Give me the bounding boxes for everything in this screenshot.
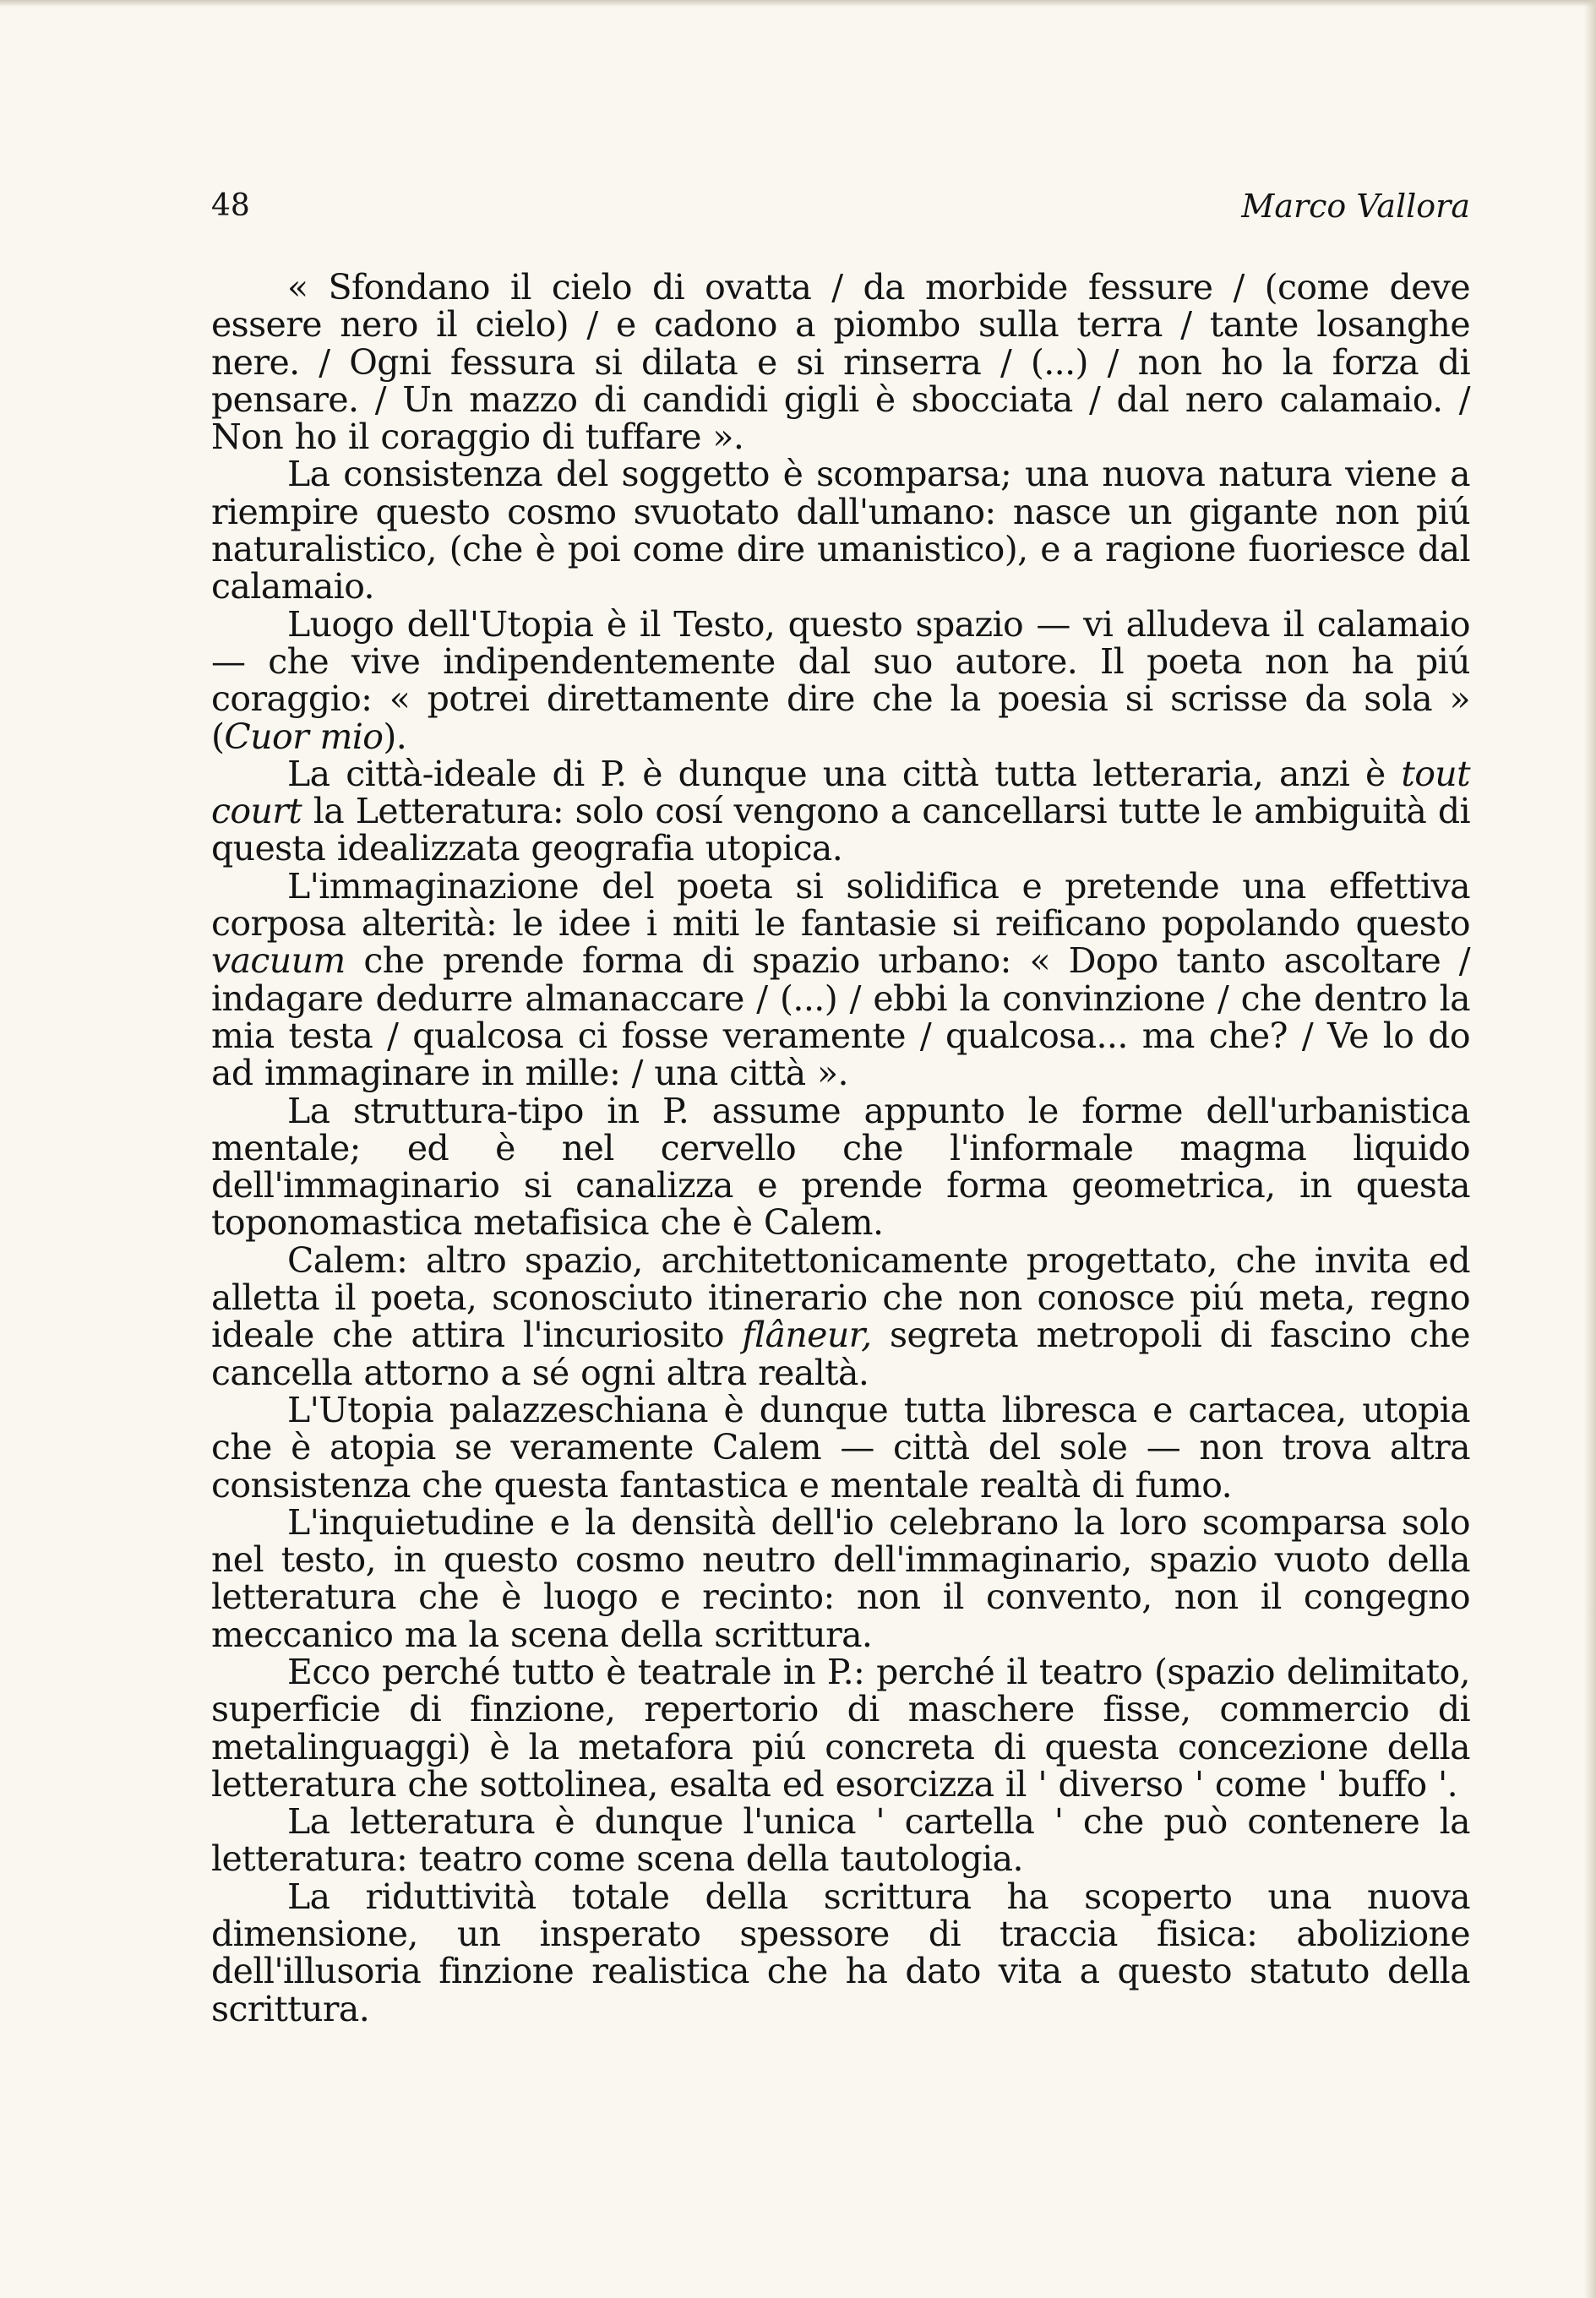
- paragraph: [211, 755, 1470, 868]
- paragraph-text: La letteratura è dunque l'unica ' cartella ' che può contenere la letteratura: teatro come scena della tautologia.: [211, 1801, 1470, 1880]
- paragraph-text: L'Utopia palazzeschiana è dunque tutta libresca e cartacea, utopia che è atopia se veramente Calem — città del sole — non trova altra consistenza che questa fantastica e mentale realtà di fumo.: [211, 1389, 1470, 1506]
- paragraph-text: La consistenza del soggetto è scomparsa; una nuova natura viene a riempire questo cosmo svuotato dall'umano: nasce un gigante non piú naturalistico, (che è poi come dire umanistico), e a ragione fuoriesce dal calamaio.: [211, 454, 1470, 607]
- paragraph-text: Calem: altro spazio, architettonicamente progettato, che invita ed alletta il poeta, sconosciuto itinerario che non conosce piú meta, regno ideale che attira l'incuriosito: [211, 1239, 1470, 1356]
- page-header: [211, 181, 1470, 231]
- paragraph: [211, 1239, 1470, 1393]
- paragraph-text: La struttura-tipo in P. assume appunto le forme dell'urbanistica mentale; ed è nel cervello che l'informale magma liquido dell'immaginario si canalizza e prende forma geometrica, in questa toponomastica metafisica che è Calem.: [211, 1090, 1470, 1244]
- paragraph: [211, 1803, 1470, 1878]
- paragraph: [211, 1653, 1470, 1803]
- italic-phrase: vacuum: [211, 940, 346, 982]
- italic-phrase: flâneur,: [742, 1315, 872, 1356]
- running-head-author: Marco Vallora: [1241, 188, 1470, 225]
- paragraph-text: La città-ideale di P. è dunque una città tutta letteraria, anzi è: [287, 753, 1402, 794]
- paragraph: [211, 603, 1470, 757]
- paragraph: [211, 865, 1470, 1094]
- page-right-edge: [1584, 0, 1596, 2298]
- italic-phrase: tout court: [211, 753, 1470, 832]
- paragraph: [211, 1391, 1470, 1504]
- paragraph: [211, 1501, 1470, 1655]
- italic-title: Cuor mio: [224, 716, 384, 757]
- paragraph: [211, 1092, 1470, 1242]
- paragraph: [211, 455, 1470, 605]
- page-top-edge: [0, 0, 1596, 7]
- paragraph-text: ).: [383, 716, 407, 757]
- paragraph-text: L'immaginazione del poeta si solidifica e pretende una effettiva corposa alterità: le idee i miti le fantasie si reificano popolando questo: [211, 865, 1470, 945]
- paragraph-text: La riduttività totale della scrittura ha scoperto una nuova dimensione, un insperato spessore di traccia fisica: abolizione dell'illusoria finzione realistica che ha dato vita a questo statuto della scrittura.: [211, 1876, 1470, 2029]
- paragraph-text: Luogo dell'Utopia è il Testo, questo spazio — vi alludeva il calamaio — che vive indipendentemente dal suo autore. Il poeta non ha piú coraggio: « potrei direttamente dire che la poesia si scrisse da sola » (: [211, 603, 1470, 757]
- paragraph-text: segreta metropoli di fascino che cancella attorno a sé ogni altra realtà.: [211, 1315, 1470, 1393]
- paragraph-text: L'inquietudine e la densità dell'io celebrano la loro scomparsa solo nel testo, in questo cosmo neutro dell'immaginario, spazio vuoto della letteratura che è luogo e recinto: non il convento, non il congegno meccanico ma la scena della scrittura.: [211, 1501, 1470, 1655]
- paragraph-text: la Letteratura: solo cosí vengono a cancellarsi tutte le ambiguità di questa idealizzata geografia utopica.: [211, 791, 1470, 869]
- paragraph-quote: [211, 267, 1470, 458]
- paragraph-text: che prende forma di spazio urbano: « Dopo tanto ascoltare / indagare dedurre almanaccare / (...) / ebbi la convinzione / che dentro la mia testa / qualcosa ci fosse veramente / qualcosa... ma che? / Ve lo do ad immaginare in mille: / una città ».: [211, 940, 1470, 1094]
- paragraph-text: « Sfondano il cielo di ovatta / da morbide fessure / (come deve essere nero il cielo) / e cadono a piombo sulla terra / tante losanghe nere. / Ogni fessura si dilata e si rinserra / (...) / non ho la forza di pensare. / Un mazzo di candidi gigli è sbocciata / dal nero calamaio. / Non ho il coraggio di tuffare ».: [211, 267, 1470, 458]
- paragraph: [211, 1878, 1470, 2028]
- body-text: [211, 269, 1470, 2028]
- paragraph-text: Ecco perché tutto è teatrale in P.: perché il teatro (spazio delimitato, superficie di finzione, repertorio di maschere fisse, commercio di metalinguaggi) è la metafora piú concreta di questa concezione della letteratura che sottolinea, esalta ed esorcizza il ' diverso ' come ' buffo '.: [211, 1651, 1470, 1805]
- page-number: 48: [211, 188, 250, 223]
